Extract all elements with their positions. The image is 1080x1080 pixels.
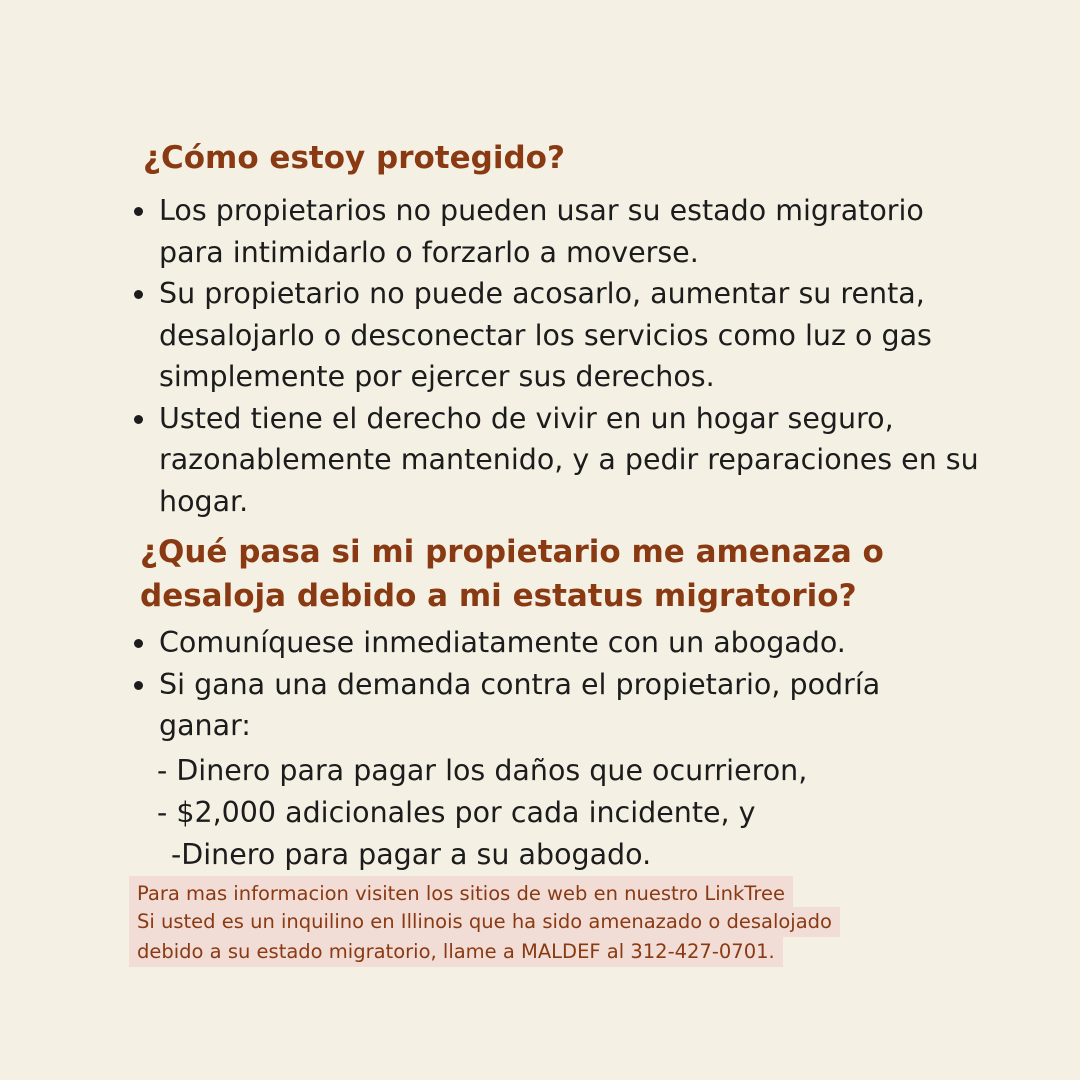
protection-list bbox=[131, 190, 981, 522]
list-item-text: Usted tiene el derecho de vivir en un hogar seguro, razonablemente mantenido, y a pedir reparaciones en su hogar. bbox=[159, 401, 979, 518]
list-item bbox=[131, 622, 981, 664]
bullet-icon bbox=[134, 207, 143, 216]
list-item-text: Su propietario no puede acosarlo, aumentar su renta, desalojarlo o desconectar los servicios como luz o gas simplemente por ejercer sus derechos. bbox=[159, 277, 932, 393]
bullet-icon bbox=[134, 639, 143, 648]
list-item bbox=[131, 398, 981, 523]
footer-note-linktree: Para mas informacion visiten los sitios de web en nuestro LinkTree bbox=[129, 876, 793, 909]
list-item-text: Comuníquese inmediatamente con un abogado. bbox=[159, 626, 846, 659]
actions-list bbox=[131, 622, 981, 747]
heading-protection: ¿Cómo estoy protegido? bbox=[143, 140, 565, 176]
sub-item-incident: - $2,000 adicionales por cada incidente, y bbox=[157, 796, 756, 829]
sub-item-lawyer: -Dinero para pagar a su abogado. bbox=[171, 838, 652, 871]
footer-note-line3: debido a su estado migratorio, llame a MALDEF al 312-427-0701. bbox=[129, 937, 783, 967]
bullet-icon bbox=[134, 415, 143, 424]
list-item-text: Si gana una demanda contra el propietario, podría ganar: bbox=[159, 667, 881, 742]
list-item-text: Los propietarios no pueden usar su estado migratorio para intimidarlo o forzarlo a moverse. bbox=[159, 194, 924, 269]
bullet-icon bbox=[134, 681, 143, 690]
list-item bbox=[131, 273, 981, 398]
sub-item-damages: - Dinero para pagar los daños que ocurrieron, bbox=[157, 754, 808, 787]
bullet-icon bbox=[134, 290, 143, 299]
heading-threat: ¿Qué pasa si mi propietario me amenaza o desaloja debido a mi estatus migratorio? bbox=[140, 534, 884, 614]
footer-note-line2: Si usted es un inquilino en Illinois que ha sido amenazado o desalojado bbox=[129, 907, 840, 937]
list-item bbox=[131, 190, 981, 273]
list-item bbox=[131, 664, 939, 747]
